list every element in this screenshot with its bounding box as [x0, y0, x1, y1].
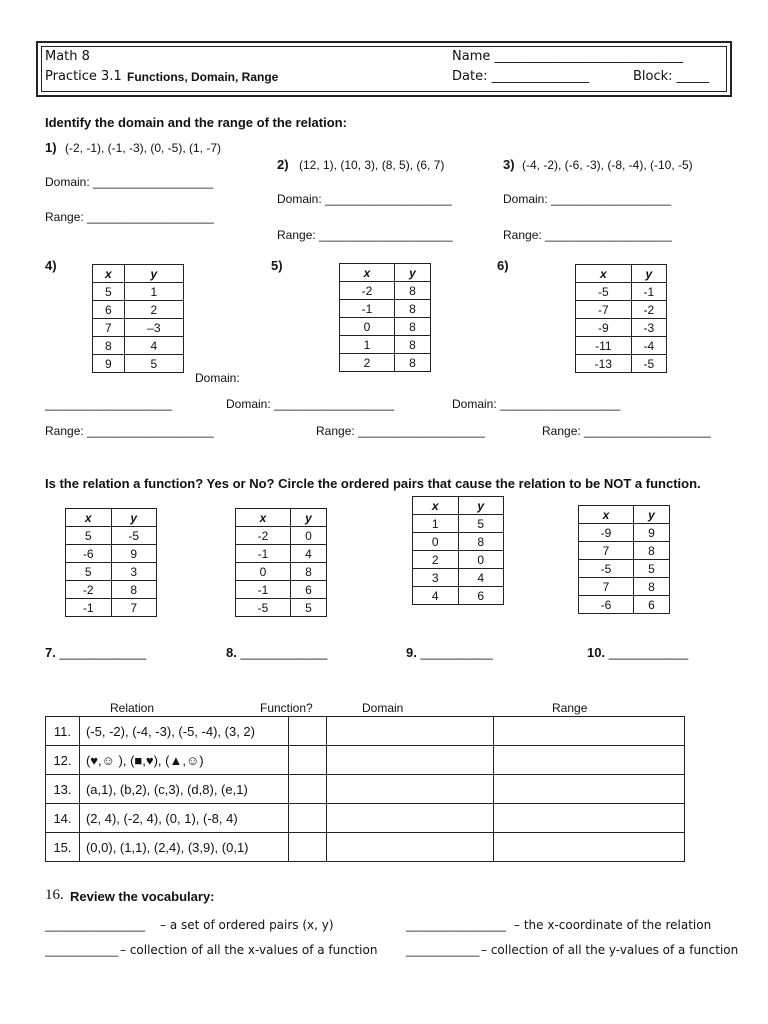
t9-table — [412, 496, 504, 605]
table-row — [413, 533, 504, 551]
table-row — [413, 515, 504, 533]
vocab-blank-2[interactable]: _______________ — [406, 918, 507, 932]
table-row — [93, 301, 184, 319]
cell[interactable]: 9 — [111, 545, 157, 563]
cell[interactable]: -5 — [236, 599, 291, 617]
cell[interactable]: 5 — [633, 560, 669, 578]
cell: 8 — [394, 318, 430, 336]
cell[interactable]: 4 — [458, 569, 504, 587]
q2-pairs: (12, 1), (10, 3), (8, 5), (6, 7) — [299, 158, 445, 172]
cell[interactable]: 6 — [290, 581, 326, 599]
cell: 1 — [340, 336, 395, 354]
q1-domain-field[interactable]: Domain: __________________ — [45, 175, 214, 189]
range-answer-cell[interactable] — [494, 833, 685, 862]
name-field[interactable]: Name _____________________________ — [452, 49, 683, 64]
answer-7-line: ____________ — [59, 645, 147, 660]
range-answer-cell[interactable] — [494, 717, 685, 746]
cell: 2 — [124, 301, 183, 319]
function-answer-cell[interactable] — [288, 833, 326, 862]
q2-domain-field[interactable]: Domain: ___________________ — [277, 192, 452, 206]
q3-pairs: (-4, -2), (-6, -3), (-8, -4), (-10, -5) — [522, 158, 693, 172]
t7-table — [65, 508, 157, 617]
q5-number: 5) — [271, 258, 283, 273]
cell: -1 — [631, 283, 666, 301]
vocab-def-4: – collection of all the y-values of a function — [481, 943, 739, 957]
t9-header-y: y — [458, 497, 504, 515]
row-number: 11. — [46, 717, 80, 746]
function-answer-cell[interactable] — [288, 775, 326, 804]
answer-10[interactable] — [587, 645, 688, 660]
q6-header-x: x — [576, 265, 632, 283]
table-row — [236, 599, 327, 617]
table-row — [236, 563, 327, 581]
answer-7-number: 7. — [45, 645, 56, 660]
cell[interactable]: 6 — [633, 596, 669, 614]
table-row — [46, 717, 685, 746]
table-row — [340, 354, 431, 372]
answer-10-line: ___________ — [608, 645, 689, 660]
q6-range-field[interactable]: Range: ___________________ — [542, 424, 711, 438]
table-row — [66, 581, 157, 599]
cell[interactable]: 7 — [579, 578, 634, 596]
function-answer-cell[interactable] — [288, 804, 326, 833]
table-row — [93, 337, 184, 355]
q4-domain-line[interactable]: ___________________ — [45, 397, 172, 411]
q2-range-field[interactable]: Range: ____________________ — [277, 228, 453, 242]
table-row — [579, 542, 670, 560]
domain-answer-cell[interactable] — [326, 775, 494, 804]
q16-number: 16. — [45, 887, 64, 903]
t10-table — [578, 505, 670, 614]
table-row — [413, 551, 504, 569]
table-row — [340, 336, 431, 354]
q1-pairs: (-2, -1), (-1, -3), (0, -5), (1, -7) — [65, 141, 222, 155]
cell[interactable]: -1 — [236, 545, 291, 563]
q1-number: 1) — [45, 140, 57, 155]
cell: 4 — [124, 337, 183, 355]
cell: -4 — [631, 337, 666, 355]
course-title: Math 8 — [45, 49, 90, 64]
table-row — [93, 283, 184, 301]
domain-answer-cell[interactable] — [326, 746, 494, 775]
section1-instruction: Identify the domain and the range of the relation: — [45, 115, 347, 130]
q5-range-field[interactable]: Range: ___________________ — [316, 424, 485, 438]
answer-7[interactable] — [45, 645, 146, 660]
table-row — [66, 563, 157, 581]
relation-cell: (2, 4), (-2, 4), (0, 1), (-8, 4) — [79, 804, 288, 833]
practice-number: Practice 3.1 — [45, 69, 122, 84]
t8-table — [235, 508, 327, 617]
cell[interactable]: -6 — [66, 545, 112, 563]
cell[interactable]: 6 — [458, 587, 504, 605]
date-field[interactable]: Date: _______________ — [452, 69, 590, 84]
cell[interactable]: 8 — [458, 533, 504, 551]
cell[interactable]: 1 — [413, 515, 459, 533]
relation-cell: (0,0), (1,1), (2,4), (3,9), (0,1) — [79, 833, 288, 862]
cell[interactable]: 0 — [458, 551, 504, 569]
table-row — [576, 301, 667, 319]
table-row — [579, 524, 670, 542]
cell: -1 — [340, 300, 395, 318]
cell: 8 — [93, 337, 125, 355]
cell: 9 — [93, 355, 125, 373]
relation-cell: (♥,☺ ), (■,♥), (▲,☺) — [79, 746, 288, 775]
q5-table — [339, 263, 431, 372]
cell: 5 — [124, 355, 183, 373]
cell: -5 — [631, 355, 666, 373]
table-row — [576, 283, 667, 301]
cell[interactable]: 5 — [66, 563, 112, 581]
function-answer-cell[interactable] — [288, 746, 326, 775]
table-row — [236, 581, 327, 599]
table-row — [576, 355, 667, 373]
row-number: 15. — [46, 833, 80, 862]
q4-domain-label: Domain: — [195, 371, 240, 385]
function-answer-cell[interactable] — [288, 717, 326, 746]
cell: 8 — [394, 336, 430, 354]
q2-number: 2) — [277, 157, 289, 172]
cell[interactable]: -6 — [579, 596, 634, 614]
vocab-def-3: – collection of all the x-values of a function — [120, 943, 378, 957]
cell: 0 — [340, 318, 395, 336]
vocab-blank-4[interactable]: ___________ — [406, 943, 480, 957]
table-row — [46, 804, 685, 833]
table-row — [576, 319, 667, 337]
cell[interactable]: 8 — [633, 578, 669, 596]
answer-8[interactable] — [226, 645, 327, 660]
cell: 8 — [394, 354, 430, 372]
q4-table — [92, 264, 184, 373]
vocab-def-1: – a set of ordered pairs (x, y) — [160, 918, 334, 932]
cell[interactable]: 3 — [111, 563, 157, 581]
q5-domain-field[interactable]: Domain: __________________ — [226, 397, 395, 411]
vocab-blank-1[interactable]: _______________ — [45, 918, 146, 932]
answer-9[interactable] — [406, 645, 493, 660]
cell[interactable]: -2 — [236, 527, 291, 545]
t7-header-x: x — [66, 509, 112, 527]
table-row — [236, 527, 327, 545]
table-row — [413, 569, 504, 587]
table-row — [46, 746, 685, 775]
table-row — [579, 578, 670, 596]
t10-header-y: y — [633, 506, 669, 524]
relation-cell: (-5, -2), (-4, -3), (-5, -4), (3, 2) — [79, 717, 288, 746]
col-header-function: Function? — [260, 701, 313, 715]
cell: 7 — [93, 319, 125, 337]
cell[interactable]: -1 — [236, 581, 291, 599]
cell[interactable]: 5 — [458, 515, 504, 533]
cell: 8 — [394, 282, 430, 300]
col-header-domain: Domain — [362, 701, 404, 715]
cell: -2 — [340, 282, 395, 300]
q3-number: 3) — [503, 157, 515, 172]
vocab-blank-3[interactable]: ___________ — [45, 943, 119, 957]
cell: -9 — [576, 319, 632, 337]
q4-number: 4) — [45, 258, 57, 273]
domain-answer-cell[interactable] — [326, 804, 494, 833]
vocab-def-2: – the x-coordinate of the relation — [514, 918, 712, 932]
table-row — [93, 319, 184, 337]
cell: -3 — [631, 319, 666, 337]
table-row — [340, 282, 431, 300]
cell[interactable]: 8 — [111, 581, 157, 599]
answer-8-number: 8. — [226, 645, 237, 660]
block-field[interactable]: Block: _____ — [633, 69, 710, 84]
table-row — [340, 318, 431, 336]
cell: 8 — [394, 300, 430, 318]
cell[interactable]: 8 — [290, 563, 326, 581]
vocab-title: Review the vocabulary: — [70, 889, 215, 904]
q4-range-field[interactable]: Range: ___________________ — [45, 424, 214, 438]
cell: -11 — [576, 337, 632, 355]
q6-header-y: y — [631, 265, 666, 283]
q1-range-field[interactable]: Range: ___________________ — [45, 210, 214, 224]
cell: 5 — [93, 283, 125, 301]
q5-header-y: y — [394, 264, 430, 282]
cell[interactable]: -9 — [579, 524, 634, 542]
cell[interactable]: 0 — [236, 563, 291, 581]
range-answer-cell[interactable] — [494, 746, 685, 775]
cell: 6 — [93, 301, 125, 319]
answer-9-line: __________ — [420, 645, 493, 660]
cell[interactable]: 5 — [66, 527, 112, 545]
answer-10-number: 10. — [587, 645, 606, 660]
q6-table — [575, 264, 667, 373]
q3-domain-field[interactable]: Domain: __________________ — [503, 192, 672, 206]
row-number: 13. — [46, 775, 80, 804]
range-answer-cell[interactable] — [494, 804, 685, 833]
cell[interactable]: -5 — [111, 527, 157, 545]
relation-cell: (a,1), (b,2), (c,3), (d,8), (e,1) — [79, 775, 288, 804]
row-number: 14. — [46, 804, 80, 833]
cell[interactable]: 4 — [290, 545, 326, 563]
cell: 1 — [124, 283, 183, 301]
cell[interactable]: 2 — [413, 551, 459, 569]
range-answer-cell[interactable] — [494, 775, 685, 804]
table-row — [66, 545, 157, 563]
domain-answer-cell[interactable] — [326, 717, 494, 746]
cell[interactable]: 7 — [579, 542, 634, 560]
cell: -2 — [631, 301, 666, 319]
q5-header-x: x — [340, 264, 395, 282]
q6-domain-field[interactable]: Domain: __________________ — [452, 397, 621, 411]
table-row — [576, 337, 667, 355]
cell[interactable]: 8 — [633, 542, 669, 560]
t10-header-x: x — [579, 506, 634, 524]
table-row — [413, 587, 504, 605]
cell[interactable]: -2 — [66, 581, 112, 599]
col-header-relation: Relation — [110, 701, 155, 715]
q4-header-x: x — [93, 265, 125, 283]
answer-8-line: ____________ — [240, 645, 328, 660]
cell: -5 — [576, 283, 632, 301]
t8-header-y: y — [290, 509, 326, 527]
domain-answer-cell[interactable] — [326, 833, 494, 862]
cell[interactable]: -5 — [579, 560, 634, 578]
cell: -13 — [576, 355, 632, 373]
cell: –3 — [124, 319, 183, 337]
q6-number: 6) — [497, 258, 509, 273]
answer-9-number: 9. — [406, 645, 417, 660]
cell[interactable]: 3 — [413, 569, 459, 587]
table-row — [340, 300, 431, 318]
table-row — [46, 775, 685, 804]
q4-header-y: y — [124, 265, 183, 283]
cell[interactable]: 0 — [413, 533, 459, 551]
cell[interactable]: 5 — [290, 599, 326, 617]
cell[interactable]: 9 — [633, 524, 669, 542]
cell[interactable]: 7 — [111, 599, 157, 617]
cell[interactable]: -1 — [66, 599, 112, 617]
cell[interactable]: 0 — [290, 527, 326, 545]
table-row — [579, 596, 670, 614]
table-row — [579, 560, 670, 578]
cell[interactable]: 4 — [413, 587, 459, 605]
table-row — [93, 355, 184, 373]
practice-title: Functions, Domain, Range — [127, 70, 279, 84]
cell: -7 — [576, 301, 632, 319]
t8-header-x: x — [236, 509, 291, 527]
table-row — [66, 599, 157, 617]
table-row — [46, 833, 685, 862]
section2-instruction: Is the relation a function? Yes or No? Circle the ordered pairs that cause the relation to be NOT a function. — [45, 476, 701, 491]
q3-range-field[interactable]: Range: ___________________ — [503, 228, 672, 242]
table-row — [236, 545, 327, 563]
table-row — [66, 527, 157, 545]
cell: 2 — [340, 354, 395, 372]
row-number: 12. — [46, 746, 80, 775]
t7-header-y: y — [111, 509, 157, 527]
col-header-range: Range — [552, 701, 588, 715]
t9-header-x: x — [413, 497, 459, 515]
relation-table — [45, 716, 685, 862]
